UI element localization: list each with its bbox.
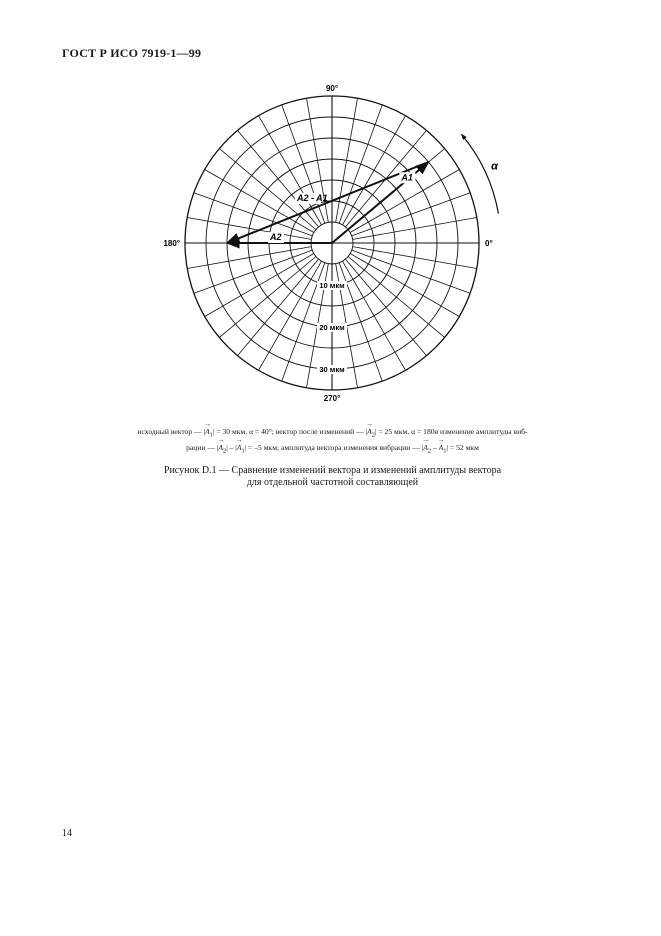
vector-symbol: → A: [205, 426, 210, 438]
rotation-direction-arrow: [461, 134, 498, 213]
vector-difference-label: A2 - A1: [297, 193, 328, 203]
vector-subscript: 2: [427, 447, 432, 455]
polar-svg: [150, 72, 515, 417]
figure-title: [40, 465, 625, 489]
grid-spoke: [219, 256, 316, 337]
grid-spoke: [238, 259, 319, 356]
page-number: 14: [62, 828, 72, 839]
angle-label: 270°: [323, 394, 341, 403]
vector-subscript: 2: [371, 431, 375, 439]
vector-symbol: → A: [439, 442, 444, 454]
vector-a1-label: A1: [401, 172, 413, 183]
document-header: ГОСТ Р ИСО 7919-1—99: [62, 46, 202, 60]
grid-spoke: [238, 130, 319, 227]
vector-subscript: 1: [443, 447, 447, 455]
vector-group: [227, 162, 429, 243]
vector-symbol: → A: [218, 442, 223, 454]
legend-text: рации — |: [186, 442, 219, 452]
vector-symbol: → A: [367, 426, 372, 438]
figure-legend: [40, 426, 625, 457]
legend-text: –: [431, 442, 439, 452]
vector-symbol: → A: [423, 442, 428, 454]
legend-text: | = 25 мкм, α = 180в изменение амплитуды виб-: [374, 427, 528, 436]
legend-line-1: [40, 426, 625, 442]
legend-text: | – |: [226, 442, 237, 452]
angle-label: 90°: [325, 84, 339, 93]
vector-subscript: 2: [223, 447, 227, 455]
rotation-direction-label: α: [491, 160, 498, 173]
grid-spoke: [345, 259, 426, 356]
grid-spoke: [348, 256, 445, 337]
legend-line-2: [40, 442, 625, 458]
legend-text: | = –5 мкм; амплитуда вектора изменения вибрации — |: [244, 442, 424, 452]
grid-spoke: [219, 149, 316, 230]
figure-title-line-2: для отдельной частотной составляющей: [246, 477, 419, 488]
vector-difference: [227, 162, 429, 243]
legend-text: | = 52 мкм: [446, 442, 479, 452]
vector-a2-label: A2: [270, 232, 282, 242]
radial-label: 20 мкм: [319, 323, 345, 332]
vector-symbol: → A: [237, 442, 242, 454]
legend-text: исходный вектор — |: [137, 427, 206, 436]
polar-diagram: [150, 72, 515, 417]
radial-label: 10 мкм: [319, 281, 345, 290]
angle-label: 0°: [485, 239, 493, 248]
vector-subscript: 1: [209, 431, 213, 439]
radial-label: 30 мкм: [319, 365, 345, 374]
legend-text: | = 30 мкм, α = 40°; вектор после изменений — |: [212, 427, 368, 436]
vector-subscript: 1: [241, 447, 245, 455]
figure-title-line-1: Рисунок D.1 — Сравнение изменений вектора и изменений амплитуды вектора: [163, 465, 502, 476]
angle-label: 180°: [163, 239, 180, 248]
